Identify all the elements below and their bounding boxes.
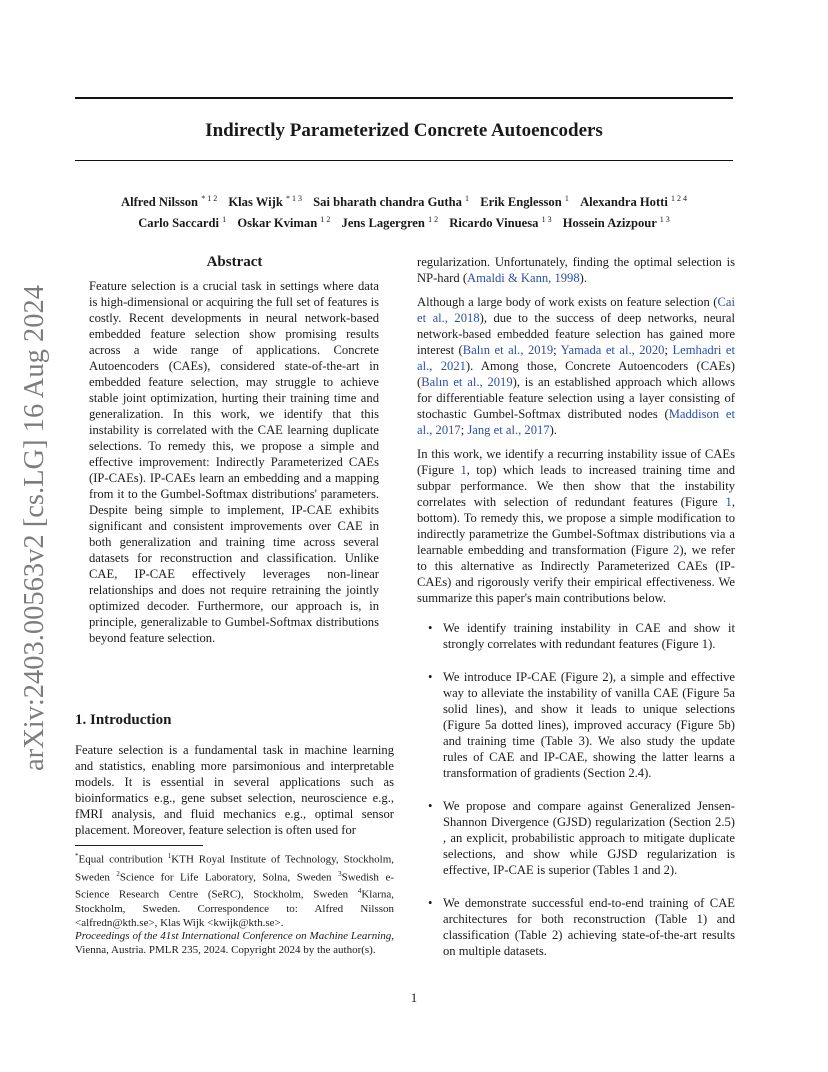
author-list [75,190,733,232]
author: Ricardo Vinuesa $^{1 3}$ [449,215,552,231]
author: Erik Englesson $^1$ [480,194,569,210]
citation-link[interactable]: Amaldi & Kann, 1998 [467,271,580,285]
abstract-heading: Abstract [206,254,263,270]
paper-title: Indirectly Parameterized Concrete Autoencoders [205,120,603,141]
author: Oskar Kviman $^{1 2}$ [237,215,331,231]
citation-link[interactable]: Yamada et al., 2020 [560,343,665,357]
bullet-icon: • [428,670,433,684]
citation-link[interactable]: Jang et al., 2017 [467,423,550,437]
bullet-icon: • [428,799,433,813]
footnote: *Equal contribution $^1$KTH Royal Institute of Technology, Stockholm, Sweden $^2$Science for Life Laboratory, Solna, Sweden $^3$Swedish e-Science Research Centre (SeRC), Stockholm, Sweden $^4$Klarna, Stockholm, Sweden. Correspondence to: Alfred Nilsson <alfredn@kth.se>, Klas Wijk <kwijk@kth.se>. [75,852,395,929]
figure-ref-link[interactable]: 2 [673,543,680,557]
citation-link[interactable]: Cai et al., 2018 [417,295,735,325]
citation-link[interactable]: Balın et al., 2019 [462,343,554,357]
abstract-text: Feature selection is a crucial task in settings where data is high-dimensional or acquiring the full set of features is costly. Recent developments in neural network-based embedded feature selection show promising results across a wide range of applications. Concrete Autoencoders (CAEs), considered state-of-the-art in embedded feature selection, may struggle to achieve stable joint optimization, hurting their training time and generalization. In this work, we identify that this instability is correlated with the CAE learning duplicate selections. To remedy this, we propose a simple and effective improvement: Indirectly Parameterized CAEs (IP-CAEs). IP-CAEs learn an embedding and a mapping from it to the Gumbel-Softmax distributions' parameters. Despite being simple to implement, IP-CAE exhibits significant and consistent improvements over CAE in both generalization and training time across several datasets for reconstruction and classification. Unlike CAE, IP-CAE effectively leverages non-linear relationships and does not require retraining the jointly optimized decoder. Furthermore, our approach is, in principle, generalizable to Gumbel-Softmax distributions beyond feature selection. [89,279,379,645]
list-item: • We identify training instability in CAE and show it strongly correlates with redundant features (Figure 1). [428,621,735,651]
author: Sai bharath chandra Gutha $^1$ [313,194,470,210]
paragraph: In this work, we identify a recurring instability issue of CAEs (Figure 1, top) which leads to increased training time and subpar performance. We then show that the instability correlates with selection of redundant features (Figure 1, bottom). To remedy this, we propose a simple modification to indirectly parametrize the Gumbel-Softmax distributions via a learnable embedding and transformation (Figure 2), we refer to this alternative as Indirectly Parameterized CAEs (IP-CAEs) and rigorously verify their empirical effectiveness. We summarize this paper's main contributions below. [417,447,735,605]
section-heading-introduction: 1. Introduction [75,712,172,728]
paragraph: Although a large body of work exists on feature selection (Cai et al., 2018), due to the success of deep networks, neural network-based embedded feature selection has gained more interest (Balın et al., 2019; Yamada et al., 2020; Lemhadri et al., 2021). Among those, Concrete Autoencoders (CAEs) (Balın et al., 2019), is an established approach which allows for differentiable feature selection using a layer consisting of stochastic Gumbel-Softmax distributed nodes (Maddison et al., 2017; Jang et al., 2017). [417,295,735,437]
author: Klas Wijk $^{* 1 3}$ [228,194,303,210]
page-number: 1 [410,990,418,1005]
author: Carlo Saccardi $^1$ [138,215,227,231]
author: Alfred Nilsson $^{* 1 2}$ [120,194,218,210]
author: Alexandra Hotti $^{1 2 4}$ [580,194,688,210]
figure-ref-link[interactable]: 1 [460,463,467,477]
right-column [417,254,735,976]
citation-link[interactable]: Balın et al., 2019 [421,375,513,389]
citation-link[interactable]: Lemhadri et al., 2021 [417,343,735,373]
paragraph: regularization. Unfortunately, finding the optimal selection is NP-hard (Amaldi & Kann, 1998). [417,255,735,285]
citation-link[interactable]: Maddison et al., 2017 [417,407,735,437]
bullet-icon: • [428,896,433,910]
list-item: • We introduce IP-CAE (Figure 2), a simple and effective way to alleviate the instability of vanilla CAE (Figure 5a solid lines), and show it leads to unique selections (Figure 5a dotted lines), improved accuracy (Figure 5b) and training time (Table 3). We also study the update rules of CAE and IP-CAE, showing the latter learns a transformation of gradients (Section 2.4). [428,670,735,780]
bullet-icon: • [428,621,433,635]
introduction-text: Feature selection is a fundamental task in machine learning and statistics, enabling more parsimonious and interpretable models. It is essential in several applications such as bioinformatics e.g., gene subset selection, neuroscience e.g., fMRI analysis, and fluid mechanics e.g., optimal sensor placement. Moreover, feature selection is often used for [75,743,394,837]
title-bottom-rule [75,160,733,161]
figure-ref-link[interactable]: 1 [725,495,732,509]
title-top-rule [75,97,733,99]
author: Hossein Azizpour $^{1 3}$ [562,215,670,231]
list-item: • We demonstrate successful end-to-end training of CAE architectures for both reconstruction (Table 1) and classification (Table 2) achieving state-of-the-art results on multiple datasets. [428,896,735,958]
contributions-list [417,620,735,959]
author: Jens Lagergren $^{1 2}$ [341,215,439,231]
list-item: • We propose and compare against Generalized Jensen-Shannon Divergence (GJSD) regularization (Section 2.5) , an explicit, probabilistic approach to mitigate duplicate selections, and show while GJSD regularization is effective, IP-CAE is superior (Tables 1 and 2). [428,799,735,877]
footnote-rule [75,845,203,846]
proceedings-note: Proceedings of the 41st International Conference on Machine Learning, Vienna, Austria. PMLR 235, 2024. Copyright 2024 by the author(s). [75,930,394,956]
arxiv-stamp: arXiv:2403.00563v2 [cs.LG] 16 Aug 2024 [19,285,50,772]
